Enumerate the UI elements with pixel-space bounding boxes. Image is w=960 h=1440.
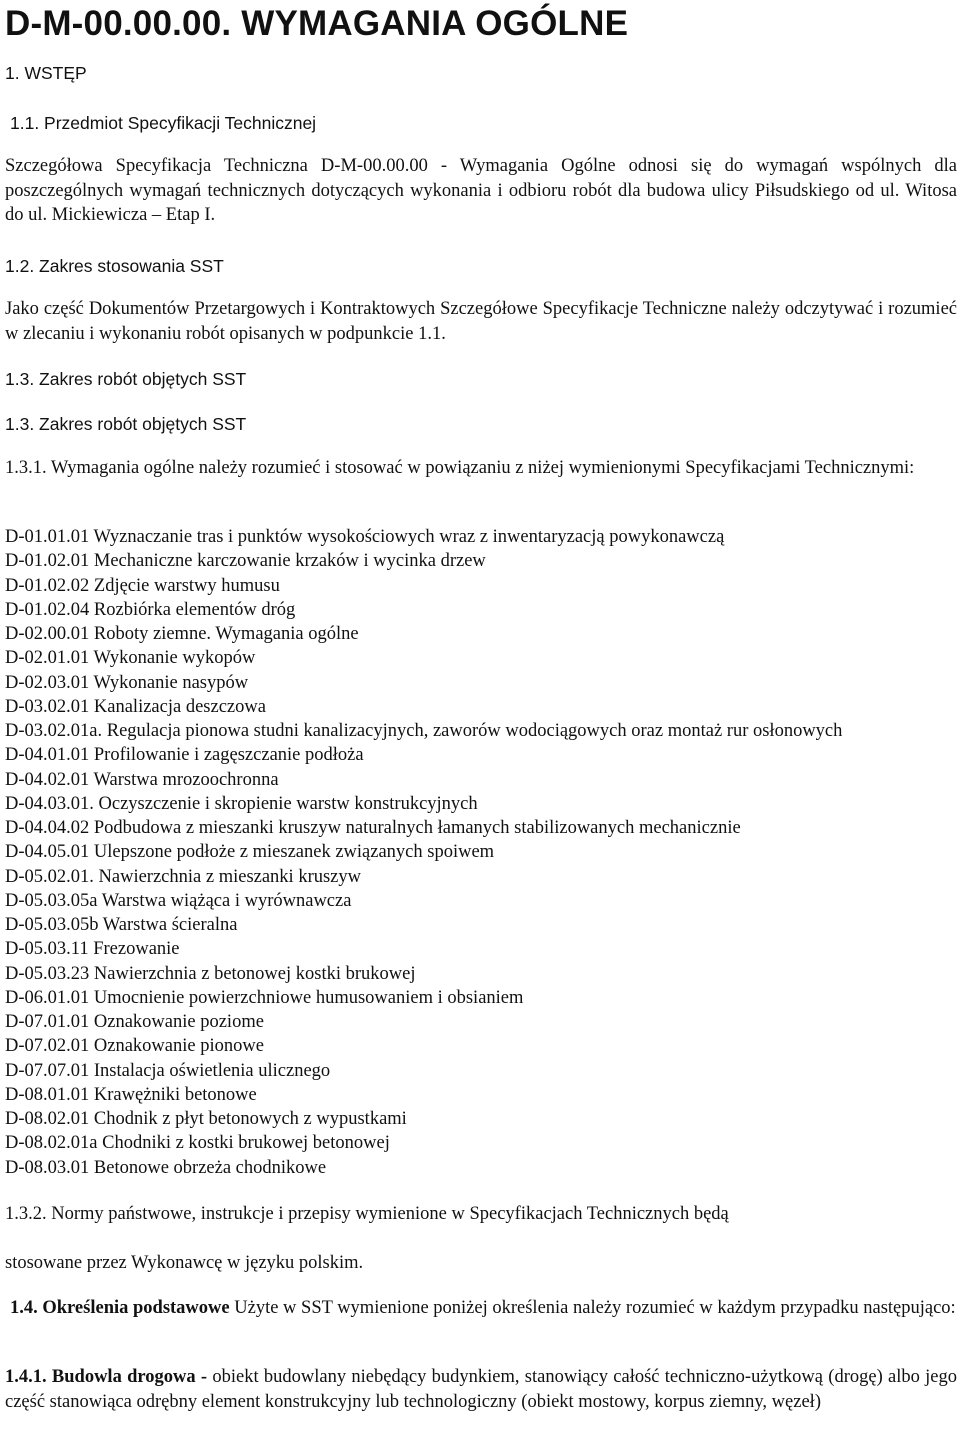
document-title: D-M-00.00.00. WYMAGANIA OGÓLNE [5,4,629,43]
spec-list-item: D-04.02.01 Warstwa mrozoochronna [5,769,279,790]
spec-list-item: D-03.02.01 Kanalizacja deszczowa [5,696,266,717]
section-heading-1-1: 1.1. Przedmiot Specyfikacji Technicznej [10,113,317,133]
spec-list-item: D-06.01.01 Umocnienie powierzchniowe humusowaniem i obsianiem [5,987,524,1008]
spec-list-item: D-05.03.05a Warstwa wiążąca i wyrównawcza [5,890,352,911]
spec-list-item: D-08.01.01 Krawężniki betonowe [5,1084,257,1105]
paragraph-1-1: Szczegółowa Specyfikacja Techniczna D-M-00.00.00 - Wymagania Ogólne odnosi się do wymagań wspólnych dla poszczególnych wymagań technicznych dotyczących wykonania i odbioru robót dla budowa ulicy Piłsudskiego od ul. Witosa do ul. Mickiewicza – Etap I. [5,156,957,225]
spec-list-item: D-04.01.01 Profilowanie i zagęszczanie podłoża [5,745,364,766]
spec-list-item: D-03.02.01a. Regulacja pionowa studni kanalizacyjnych, zaworów wodociągowych oraz montaż rur osłonowych [5,721,843,741]
section-heading-1-2: 1.2. Zakres stosowania SST [5,256,224,276]
spec-list-item: D-02.01.01 Wykonanie wykopów [5,648,256,669]
specification-list [5,525,842,1180]
spec-list-item: D-01.02.01 Mechaniczne karczowanie krzaków i wycinka drzew [5,551,486,572]
paragraph-1-2: Jako część Dokumentów Przetargowych i Kontraktowych Szczegółowe Specyfikacje Techniczne należy odczytywać i rozumieć w zlecaniu i wykonaniu robót opisanych w podpunkcie 1.1. [5,299,957,344]
spec-list-item: D-01.02.04 Rozbiórka elementów dróg [5,599,296,620]
spec-list-item: D-05.03.23 Nawierzchnia z betonowej kostki brukowej [5,963,416,984]
spec-list-item: D-08.02.01 Chodnik z płyt betonowych z wypustkami [5,1109,407,1129]
section-heading-1-3: 1.3. Zakres robót objętych SST [5,369,247,389]
section-label-1-4: 1.4. Określenia podstawowe [10,1298,230,1318]
spec-list-item: D-04.05.01 Ulepszone podłoże z mieszanek związanych spoiwem [5,842,495,863]
spec-list-item: D-08.03.01 Betonowe obrzeża chodnikowe [5,1157,327,1178]
paragraph-1-3-1: 1.3.1. Wymagania ogólne należy rozumieć i stosować w powiązaniu z niżej wymienionymi Specyfikacjami Technicznymi: [5,458,915,478]
spec-list-item: D-07.07.01 Instalacja oświetlenia ulicznego [5,1060,331,1081]
paragraph-1-3-2-line1: 1.3.2. Normy państwowe, instrukcje i przepisy wymienione w Specyfikacjach Technicznych będą [5,1204,729,1224]
spec-list-item: D-05.02.01. Nawierzchnia z mieszanki kruszyw [5,866,362,887]
paragraph-1-4 [10,1296,957,1321]
section-label-1-4-1: 1.4.1. Budowla drogowa - [5,1367,208,1387]
paragraph-1-3-2-line2: stosowane przez Wykonawcę w języku polskim. [5,1253,364,1273]
paragraph-1-4-1 [5,1365,957,1414]
section-text-1-4-1: obiekt budowlany niebędący budynkiem, stanowiący całość techniczno-użytkową (drogę) albo jego część stanowiąca odrębny element konstrukcyjny lub technologiczny (obiekt mostowy, korpus ziemny, węzeł) [5,1367,957,1412]
spec-list-item: D-07.01.01 Oznakowanie poziome [5,1012,264,1032]
spec-list-item: D-02.03.01 Wykonanie nasypów [5,672,249,693]
spec-list-item: D-04.04.02 Podbudowa z mieszanki kruszyw naturalnych łamanych stabilizowanych mechanicznie [5,818,741,838]
section-heading-wstep: 1. WSTĘP [5,63,87,83]
section-text-1-4: Użyte w SST wymienione poniżej określenia należy rozumieć w każdym przypadku następująco: [229,1298,956,1318]
spec-list-item: D-07.02.01 Oznakowanie pionowe [5,1036,264,1057]
spec-list-item: D-05.03.05b Warstwa ścieralna [5,915,238,935]
spec-list-item: D-01.02.02 Zdjęcie warstwy humusu [5,575,280,596]
spec-list-item: D-02.00.01 Roboty ziemne. Wymagania ogólne [5,624,359,644]
spec-list-item: D-08.02.01a Chodniki z kostki brukowej betonowej [5,1133,390,1154]
spec-list-item: D-04.03.01. Oczyszczenie i skropienie warstw konstrukcyjnych [5,793,478,814]
section-heading-1-3-repeat: 1.3. Zakres robót objętych SST [5,414,247,434]
spec-list-item: D-05.03.11 Frezowanie [5,939,180,960]
spec-list-item: D-01.01.01 Wyznaczanie tras i punktów wysokościowych wraz z inwentaryzacją powykonawczą [5,527,725,547]
